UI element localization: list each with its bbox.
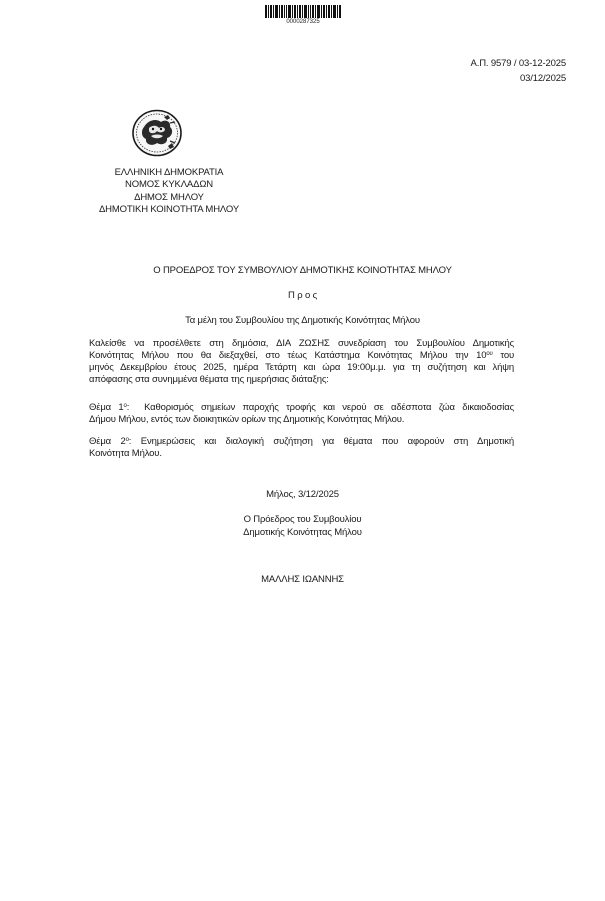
signatory-body: Δημοτικής Κοινότητας Μήλου: [243, 527, 362, 538]
topic-ordinal: ο: [123, 403, 127, 409]
signatory-name: ΜΑΛΛΗΣ ΙΩΑΝΝΗΣ: [261, 574, 344, 585]
barcode-number: 0000287325: [286, 19, 320, 25]
topic-label: Θέμα 1: [89, 402, 124, 413]
topic-line: [89, 436, 514, 448]
authority-line-municipality: ΔΗΜΟΣ ΜΗΛΟΥ: [134, 191, 204, 203]
signatory-title: Ο Πρόεδρος του Συμβουλίου: [243, 514, 362, 525]
issuing-authority: [80, 167, 258, 216]
signature-block: [0, 513, 605, 539]
municipality-emblem-icon: [130, 108, 184, 158]
document-heading: Ο ΠΡΟΕΔΡΟΣ ΤΟΥ ΣΥΜΒΟΥΛΙΟΥ ΔΗΜΟΤΙΚΗΣ ΚΟΙΝΟΤΗΤΑΣ ΜΗΛΟΥ: [153, 265, 452, 276]
authority-line-prefecture: ΝΟΜΟΣ ΚΥΚΛΑΔΩΝ: [125, 179, 213, 191]
protocol-number: Α.Π. 9579 / 03-12-2025: [470, 58, 566, 69]
invitation-line: απόφασης στα συνημμένα θέματα της ημερήσιας διάταξης:: [89, 374, 329, 385]
topic-label-colon: :: [128, 436, 132, 447]
to-label: Π ρ ο ς: [288, 290, 317, 301]
invitation-paragraph: [89, 338, 514, 386]
document-barcode: [265, 5, 341, 26]
topic-line: Δήμου Μήλου, εντός των διοικητικών ορίων της Δημοτικής Κοινότητας Μήλου.: [89, 414, 405, 425]
topic-line: Κοινότητα Μήλου.: [89, 448, 162, 459]
invitation-text: Κοινότητας Μήλου που θα διεξαχθεί, στο τέως Κατάστημα Κοινότητας Μήλου την 10: [89, 350, 487, 361]
invitation-line: [89, 350, 514, 362]
topic-line: [89, 402, 514, 414]
invitation-text: του: [492, 350, 515, 361]
authority-line-community: ΔΗΜΟΤΙΚΗ ΚΟΙΝΟΤΗΤΑ ΜΗΛΟΥ: [98, 203, 240, 215]
invitation-line: μηνός Δεκεμβρίου έτους 2025, ημέρα Τετάρτη και ώρα 19:00μ.μ. για τη συζήτηση και λήψη: [89, 362, 514, 373]
topic-text: Ενημερώσεις και διαλογική συζήτηση για θέματα που αφορούν στη Δημοτική: [140, 436, 514, 447]
topic-label: Θέμα 2: [89, 436, 126, 447]
document-date: 03/12/2025: [519, 73, 566, 84]
recipients: Τα μέλη του Συμβουλίου της Δημοτικής Κοινότητας Μήλου: [185, 315, 420, 326]
reference-block: [471, 56, 566, 86]
topic-text: Καθορισμός σημείων παροχής τροφής και νερού σε αδέσποτα ζώα δικαιοδοσίας: [144, 402, 514, 413]
place-and-date: Μήλος, 3/12/2025: [266, 489, 339, 500]
authority-line-republic: ΕΛΛΗΝΙΚΗ ΔΗΜΟΚΡΑΤΙΑ: [114, 167, 224, 178]
invitation-line: Καλείσθε να προσέλθετε στη δημόσια, ΔΙΑ ΖΩΣΗΣ συνεδρίαση του Συμβουλίου Δημοτικής: [89, 338, 514, 349]
ordinal-suffix: ου: [486, 351, 493, 357]
topic-label-colon: :: [126, 402, 130, 413]
agenda-topic-1: [89, 402, 514, 426]
barcode-graphic: [265, 5, 341, 18]
agenda-topic-2: [89, 436, 514, 460]
topic-ordinal: ο: [125, 437, 129, 443]
